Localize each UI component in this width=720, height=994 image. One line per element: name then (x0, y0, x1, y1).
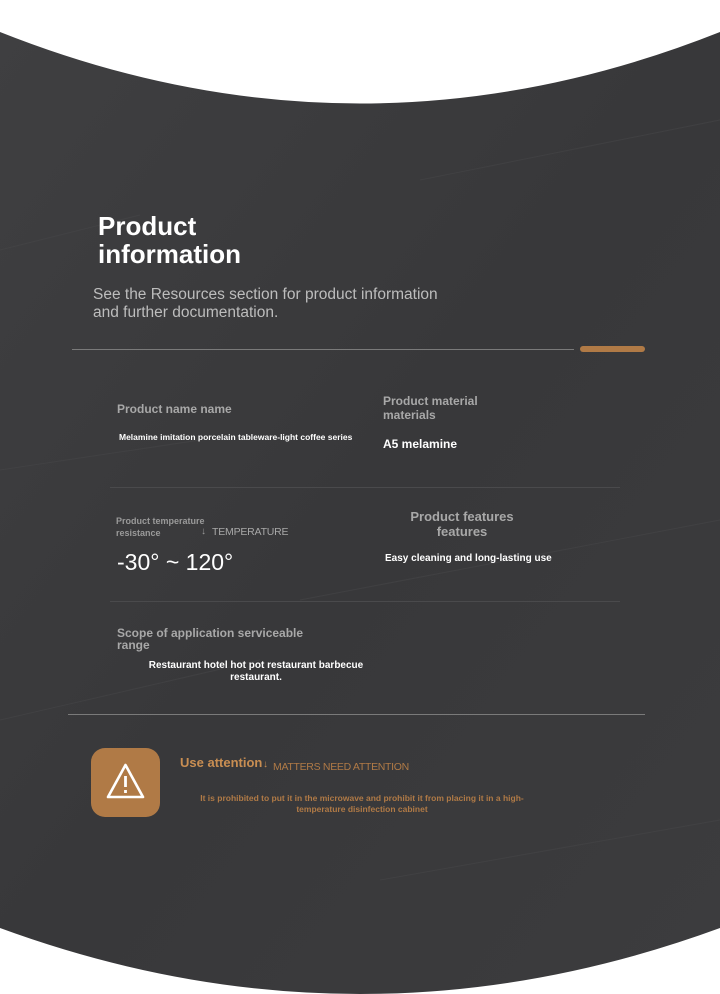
temperature-tag: TEMPERATURE (212, 526, 289, 538)
material-value: A5 melamine (383, 437, 458, 451)
warning-icon (91, 748, 160, 817)
page-subtitle: See the Resources section for product information and further documentation. (93, 286, 438, 321)
temperature-value: -30° ~ 120° (117, 549, 234, 575)
features-label: Product features features (410, 509, 514, 539)
top-divider (72, 349, 574, 350)
product-name-value: Melamine imitation porcelain tableware-light coffee series (119, 432, 353, 442)
attention-title: Use attention (180, 755, 263, 770)
attention-tag: MATTERS NEED ATTENTION (273, 761, 409, 773)
attention-tag-marker: ↓ (263, 759, 268, 770)
bottom-divider (68, 714, 645, 715)
page-title: Product information (98, 211, 241, 269)
accent-bar (580, 346, 645, 352)
features-value: Easy cleaning and long-lasting use (385, 553, 552, 564)
product-name-label: Product name name (117, 402, 232, 416)
temperature-label: Product temperature resistance (116, 516, 205, 538)
temperature-tag-marker: ↓ (201, 526, 206, 537)
warning-badge (91, 748, 160, 817)
divider-2 (110, 601, 620, 602)
scope-label: Scope of application serviceable range (117, 626, 304, 652)
attention-text: It is prohibited to put it in the microwave and prohibit it from placing it in a high-temperature disinfection cabinet (200, 793, 524, 814)
scope-value: Restaurant hotel hot pot restaurant barbecue restaurant. (148, 660, 364, 683)
material-label: Product material materials (383, 394, 478, 422)
divider-1 (110, 487, 620, 488)
